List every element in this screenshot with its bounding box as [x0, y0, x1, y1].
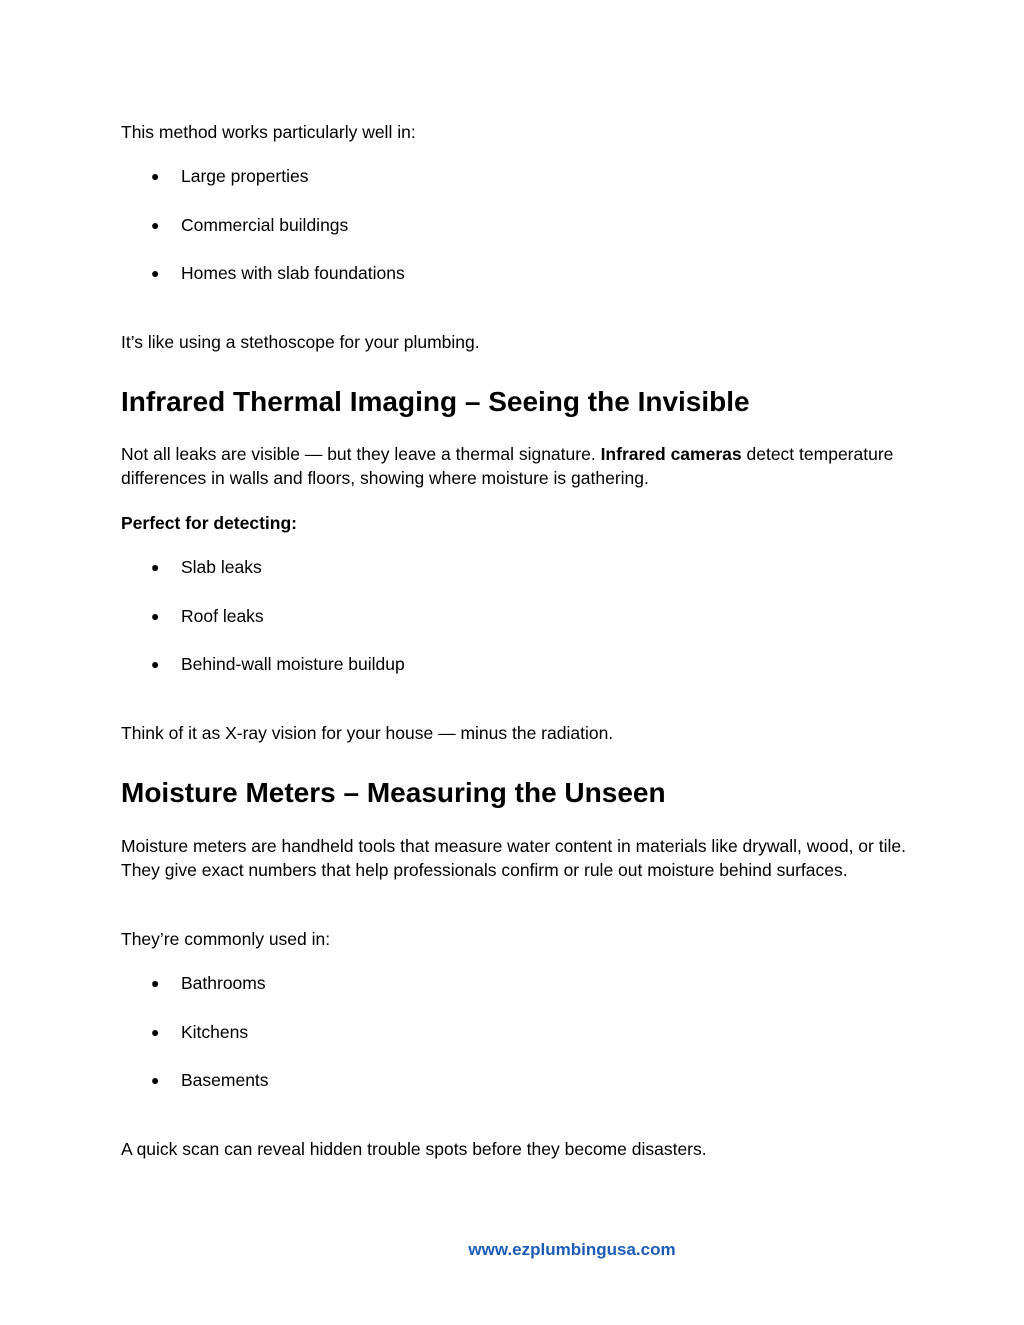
bullet-icon: ●	[151, 1072, 160, 1088]
bullet-icon: ●	[151, 559, 160, 575]
list-item: ● Homes with slab foundations	[151, 263, 405, 283]
moisture-paragraph: Moisture meters are handheld tools that measure water content in materials like drywall, wood, or tile. They give exact numbers that help professionals confirm or rule out moisture behind surfaces.	[121, 836, 906, 880]
list-item: ● Kitchens	[151, 1022, 249, 1042]
list-item: ● Slab leaks	[151, 557, 262, 577]
list-item: ● Roof leaks	[151, 606, 264, 626]
list-item: ● Basements	[151, 1070, 269, 1090]
list-item: ● Bathrooms	[151, 973, 266, 993]
xray-note: Think of it as X-ray vision for your house — minus the radiation.	[121, 723, 614, 743]
bullet-icon: ●	[151, 265, 160, 281]
footer-website-link[interactable]: www.ezplumbingusa.com	[468, 1240, 676, 1259]
stethoscope-note: It’s like using a stethoscope for your plumbing.	[121, 332, 480, 352]
commonly-used-intro: They’re commonly used in:	[121, 929, 331, 949]
infrared-heading: Infrared Thermal Imaging – Seeing the Invisible	[121, 386, 750, 417]
bullet-icon: ●	[151, 975, 160, 991]
bullet-icon: ●	[151, 608, 160, 624]
bullet-icon: ●	[151, 656, 160, 672]
list-item: ● Large properties	[151, 166, 309, 186]
moisture-heading: Moisture Meters – Measuring the Unseen	[121, 777, 666, 808]
bullet-icon: ●	[151, 168, 160, 184]
list-item: ● Commercial buildings	[151, 215, 349, 235]
bullet-icon: ●	[151, 217, 160, 233]
infrared-cameras-bold: Infrared cameras	[600, 444, 742, 464]
method-intro: This method works particularly well in:	[121, 122, 416, 142]
infrared-paragraph: Not all leaks are visible — but they leave a thermal signature. Infrared cameras detect temperature differences in walls and floors, showing where moisture is gathering.	[121, 444, 894, 488]
bullet-icon: ●	[151, 1024, 160, 1040]
list-item: ● Behind-wall moisture buildup	[151, 654, 405, 674]
quick-scan-note: A quick scan can reveal hidden trouble spots before they become disasters.	[121, 1139, 707, 1159]
perfect-for-subheading: Perfect for detecting:	[121, 513, 297, 533]
